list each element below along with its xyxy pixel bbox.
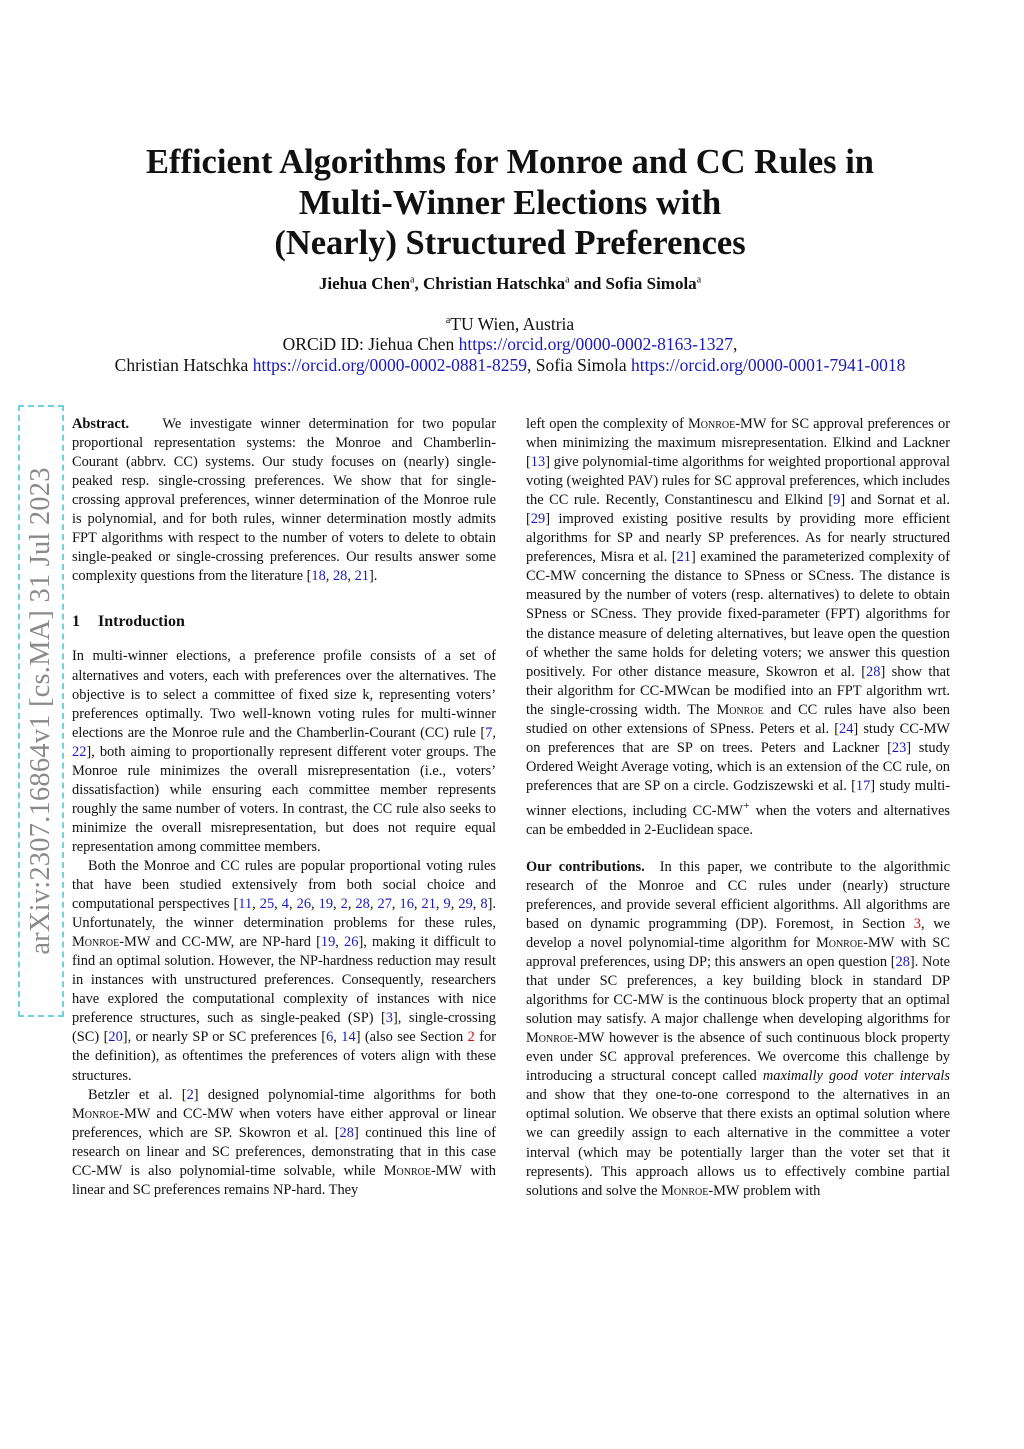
intro-paragraph-2: Both the Monroe and CC rules are popular proportional voting rules that have been studied extensively from both social choice and computational perspectives [11, 25, 4, 26, 19, 2, 28, 27, 16, 21, 9, 29, 8]. Unfortunately, the winner determination problems for these rules, Monroe-MW and CC-MW, are NP-hard [19, 26], making it difficult to find an optimal solution. However, the NP-hardness reduction may result in instances with unstructured preferences. Consequently, researchers have explored the computational complexity of instances with nice preference structures, such as single-peaked (SP) [3], single-crossing (SC) [20], or nearly SP or SC preferences [6, 14] (also see Section 2 for the definition), as oftentimes the preferences of voters align with these structures.	[72, 857, 497, 1084]
citation-link[interactable]: 13	[530, 454, 546, 471]
author-name: Christian Hatschka	[422, 273, 566, 293]
contributions-label: Our contributions.	[526, 858, 645, 875]
title-line-3: (Nearly) Structured Preferences	[274, 224, 746, 262]
arxiv-id-text: arXiv:2307.16864v1 [cs.MA] 31 Jul 2023	[25, 467, 56, 955]
citation-link[interactable]: 21	[421, 896, 436, 913]
institution: TU Wien, Austria	[450, 313, 575, 334]
affiliation-mark: a	[565, 273, 570, 285]
citation-link[interactable]: 19	[320, 934, 336, 951]
intro-paragraph-3: Betzler et al. [2] designed polynomial-time algorithms for both Monroe-MW and CC-MW when voters have either approval or linear preferences, which are SP. Skowron et al. [28] continued this line of research on linear and SC preferences, demonstrating that in this case CC-MW is also polynomial-time solvable, while Monroe-MW with linear and SC preferences remains NP-hard. They	[72, 1086, 497, 1198]
abstract: Abstract. We investigate winner determination for two popular proportional representation systems: the Monroe and Chamberlin-Courant (abbrv. CC) systems. Our study focuses on (nearly) single-peaked resp. single-crossing preferences. We show that for single-crossing approval preferences, winner determination of the Monroe rule is polynomial, and for both rules, winner determination mostly admits FPT algorithms with respect to the number of voters to delete to obtain single-peaked or single-crossing preferences. Our results answer some complexity questions from the literature [18, 28, 21].	[72, 416, 496, 585]
left-column	[72, 415, 496, 1200]
citation-link[interactable]: 17	[855, 777, 871, 794]
citation-link[interactable]: 9	[833, 492, 841, 509]
affiliation-mark: a	[445, 314, 451, 326]
affiliation-mark: a	[696, 273, 702, 285]
citation-link[interactable]: 29	[458, 896, 473, 913]
citation-link[interactable]: 2	[186, 1086, 194, 1103]
citation-link[interactable]: 21	[354, 568, 369, 585]
section-link[interactable]: 3	[913, 915, 921, 932]
citation-link[interactable]: 27	[377, 896, 392, 913]
citation-link[interactable]: 29	[530, 511, 546, 528]
citation-link[interactable]: 21	[676, 549, 691, 566]
paper-title	[60, 142, 960, 264]
section-heading-introduction: 1 Introduction	[72, 613, 185, 631]
citation-link[interactable]: 26	[296, 896, 312, 913]
citation-link[interactable]: 19	[318, 896, 334, 913]
right-column	[526, 415, 950, 1201]
affiliation-mark: a	[410, 273, 415, 285]
contributions-paragraph: Our contributions. In this paper, we contribute to the algorithmic research of the Monroe and CC rules under (nearly) structure preferences, and provide several efficient algorithms. All algorithms are based on dynamic programming (DP). Foremost, in Section 3, we develop a novel polynomial-time algorithm for Monroe-MW with SC approval preferences, using DP; this answers an open question [28]. Note that under SC preferences, a key building block in standard DP algorithms for CC-MW is the continuous block property that an optimal solution may satisfy. A major challenge when developing algorithms for Monroe-MW however is the absence of such continuous block property even under SC approval preferences. We overcome this challenge by introducing a structural concept called maximally good voter intervals and show that they one-to-one correspond to the alternatives in an optimal solution. We observe that there exists an optimal solution where we can greedily assign to each alternative in the committee a voter interval (which may be potentially larger than the voter set that it represents). This approach allows us to effectively combine partial solutions and solve the Monroe-MW problem with	[526, 858, 950, 1199]
citation-link[interactable]: 23	[891, 739, 907, 756]
citation-link[interactable]: 16	[399, 896, 414, 913]
intro-paragraph-1: In multi-winner elections, a preference profile consists of a set of alternatives and voters, each with preferences over the alternatives. The objective is to select a committee of fixed size k, representing voters’ preferences optimally. Two well-known voting rules for multi-winner elections are the Monroe rule and the Chamberlin-Courant (CC) rule [7, 22], both aiming to proportionally represent different voter groups. The Monroe rule minimizes the overall misrepresentation (i.e., voters’ dissatisfaction) while ensuring each committee member represents roughly the same number of voters. In contrast, the CC rule also seeks to minimize the overall misrepresentation, but does not require equal representation among committee members.	[72, 648, 496, 855]
author-list: Jiehua Chen$^a$, Christian Hatschka$^a$ and Sofia Simola$^a$	[318, 273, 702, 293]
citation-link[interactable]: 18	[311, 568, 326, 585]
citation-link[interactable]: 9	[443, 896, 451, 913]
citation-link[interactable]: 28	[332, 568, 348, 585]
citation-link[interactable]: 6	[326, 1029, 334, 1046]
section-link[interactable]: 2	[467, 1029, 475, 1046]
citation-link[interactable]: 3	[385, 1010, 393, 1027]
abstract-label: Abstract.	[72, 416, 130, 432]
citation-link[interactable]: 4	[281, 896, 289, 913]
citation-link[interactable]: 20	[108, 1029, 123, 1046]
citation-link[interactable]: 8	[480, 896, 488, 913]
citation-link[interactable]: 26	[344, 934, 359, 951]
citation-link[interactable]: 14	[341, 1029, 356, 1046]
title-line-1: Efficient Algorithms for Monroe and CC Rules in	[145, 143, 874, 181]
citation-link[interactable]: 25	[259, 896, 275, 913]
citation-link[interactable]: 28	[355, 896, 370, 913]
citation-link[interactable]: 11	[238, 896, 253, 913]
orcid-link-chen[interactable]: https://orcid.org/0000-0002-8163-1327	[458, 334, 733, 355]
author-name: Jiehua Chen	[318, 273, 411, 293]
title-line-2: Multi-Winner Elections with	[298, 183, 722, 222]
citation-link[interactable]: 24	[839, 720, 854, 737]
citation-link[interactable]: 7	[485, 724, 493, 741]
orcid-link-hatschka[interactable]: https://orcid.org/0000-0002-0881-8259	[252, 355, 527, 376]
citation-link[interactable]: 28	[895, 954, 910, 971]
orcid-link-simola[interactable]: https://orcid.org/0000-0001-7941-0018	[631, 355, 906, 376]
citation-link[interactable]: 2	[340, 896, 348, 913]
affiliation-block: $^a$TU Wien, Austria ORCiD ID: Jiehua Chen https://orcid.org/0000-0002-8163-1327, Christian Hatschka https://orcid.org/0000-0002-0881-8259, Sofia Simola https://orcid.org/0000-0001-7941-0018	[114, 313, 906, 376]
arxiv-identifier-stamp	[18, 405, 64, 1017]
citation-link[interactable]: 22	[72, 743, 87, 760]
citation-link[interactable]: 28	[339, 1124, 354, 1141]
author-name: Sofia Simola	[605, 273, 697, 293]
intro-paragraph-3-continued: left open the complexity of Monroe-MW for SC approval preferences or when minimizing the maximum misrepresentation. Elkind and Lackner [13] give polynomial-time algorithms for weighted proportional approval voting (weighted PAV) rules for SC approval preferences, which includes the CC rule. Recently, Constantinescu and Elkind [9] and Sornat et al. [29] improved existing positive results by providing more efficient algorithms for SP and nearly SP preferences. As for nearly structured preferences, Misra et al. [21] examined the parameterized complexity of CC-MW concerning the distance to SPness or SCness. The distance is measured by the number of voters (resp. alternatives) to delete to obtain SPness or SCness. They provide fixed-parameter (FPT) algorithms for the distance measure of deleting alternatives, but leave open the question of whether the same holds for deleting voters; we answer this question positively. For other distance measure, Skowron et al. [28] show that their algorithm for CC-MWcan be modified into an FPT algorithm wrt. the single-crossing width. The Monroe and CC rules have also been studied on other extensions of SPness. Peters et al. [24] study CC-MW on preferences that are SP on trees. Peters and Lackner [23] study Ordered Weight Average voting, which is an extension of the CC rule, on preferences that are SP on a circle. Godziszewski et al. [17] study multi-winner elections, including CC-MW+ when the voters and alternatives can be embedded in 2-Euclidean space.	[526, 416, 950, 838]
citation-link[interactable]: 28	[866, 663, 881, 680]
title-block	[60, 142, 960, 376]
